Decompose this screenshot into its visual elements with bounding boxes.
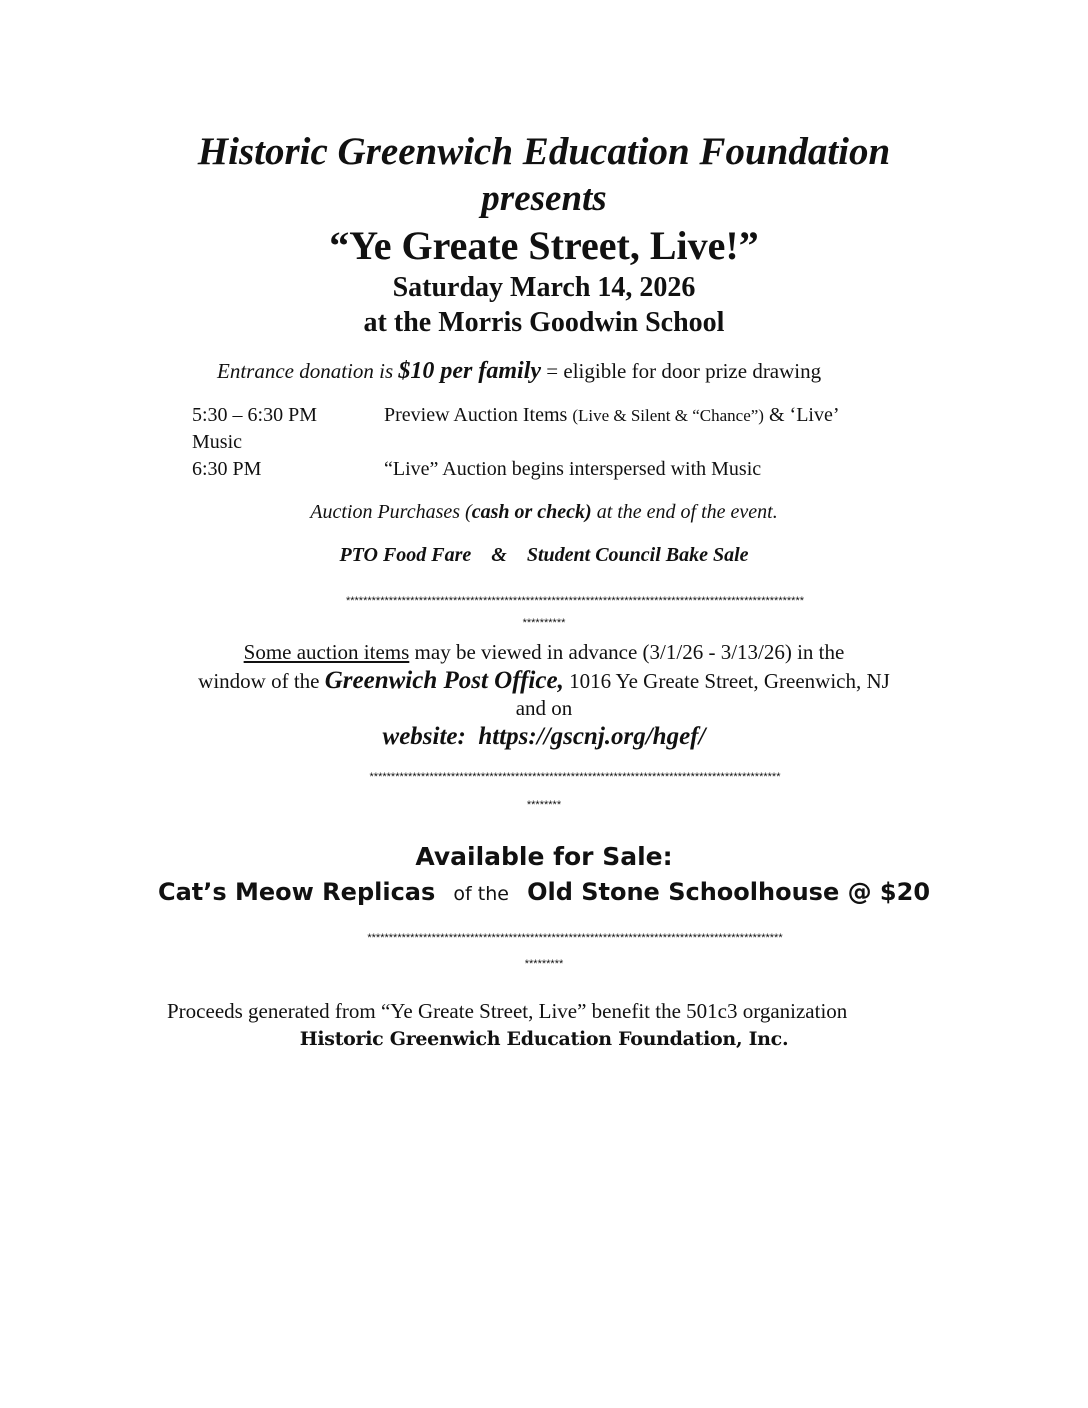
event-title: “Ye Greate Street, Live!”	[329, 223, 759, 268]
and-on-text: and on	[515, 696, 573, 720]
schedule-desc-part: Preview Auction Items	[384, 404, 573, 426]
donation-prefix: Entrance donation is	[217, 359, 399, 383]
purchases-text: at the end of the event.	[591, 501, 778, 523]
event-venue: at the Morris Goodwin School	[363, 307, 725, 338]
schedule-wrap-text: Music	[192, 431, 242, 453]
schedule-row	[192, 402, 840, 429]
schedule-time: 5:30 – 6:30 PM	[192, 404, 318, 426]
sale-item-replicas: Cat’s Meow Replicas	[157, 878, 436, 906]
entrance-donation	[217, 356, 821, 386]
post-office-address: 1016 Ye Greate Street, Greenwich, NJ	[563, 669, 890, 693]
donation-suffix: = eligible for door prize drawing	[541, 359, 822, 383]
advance-viewing	[0, 638, 1088, 666]
separator-line: ************************************************************************************************	[369, 771, 781, 783]
advance-text: may be viewed in advance (3/1/26 - 3/13/26) in the	[409, 640, 845, 664]
purchases-text: Auction Purchases (	[310, 501, 472, 523]
schedule-row	[192, 456, 762, 483]
separator-line: *************************************************************************************************	[367, 932, 783, 944]
post-office-name: Greenwich Post Office,	[324, 667, 564, 694]
post-office-window	[0, 666, 1088, 696]
sale-heading: Available for Sale:	[415, 842, 673, 871]
event-date: Saturday March 14, 2026	[392, 272, 696, 303]
sale-item-line	[0, 875, 1088, 911]
separator-line-wrap: **********	[522, 617, 566, 629]
separator-line-wrap: ********	[526, 799, 562, 811]
purchases-payment: cash or check)	[471, 501, 592, 523]
proceeds-statement: Proceeds generated from “Ye Greate Street, Live” benefit the 501c3 organization	[167, 999, 848, 1023]
food-fare-line: PTO Food Fare & Student Council Bake Sale	[339, 544, 749, 566]
separator-line: ***********************************************************************************************************	[345, 595, 805, 607]
auction-purchases-note	[0, 498, 1088, 526]
sale-item-schoolhouse: Old Stone Schoolhouse @ $20	[527, 878, 931, 906]
schedule-description	[384, 402, 840, 429]
separator-line-wrap: *********	[524, 958, 564, 970]
auction-items-underlined: Some auction items	[243, 640, 410, 664]
window-text: window of the	[198, 669, 325, 693]
schedule-time: 6:30 PM	[192, 458, 262, 480]
website-link[interactable]: website: https://gscnj.org/hgef/	[382, 723, 706, 750]
sale-of-the: of the	[435, 883, 528, 905]
organization-title: Historic Greenwich Education Foundation	[197, 130, 891, 173]
schedule-desc-part: & ‘Live’	[763, 404, 840, 426]
donation-amount: $10 per family	[398, 358, 542, 384]
presents-line: presents	[481, 178, 607, 219]
organization-inc: Historic Greenwich Education Foundation, Inc.	[299, 1028, 789, 1050]
schedule-desc-small: (Live & Silent & “Chance”)	[572, 406, 764, 425]
schedule-description: “Live” Auction begins interspersed with Music	[384, 458, 762, 480]
